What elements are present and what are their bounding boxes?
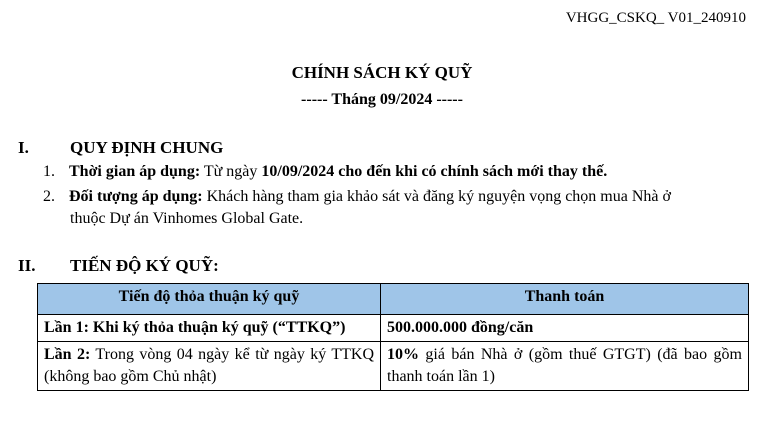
cell-bold-text: 10%: [387, 346, 419, 363]
section-1-title: QUY ĐỊNH CHUNG: [70, 138, 224, 157]
table-cell-payment: [381, 315, 749, 342]
item-number: 1.: [43, 163, 55, 180]
table-row: [38, 315, 749, 342]
section-2-title: TIẾN ĐỘ KÝ QUỸ:: [70, 256, 219, 275]
cell-text: Trong vòng 04 ngày kể từ ngày ký TTKQ (không bao gồm Chủ nhật): [44, 346, 374, 385]
document-code: VHGG_CSKQ_ V01_240910: [565, 10, 746, 26]
item-number: 2.: [43, 188, 55, 205]
escrow-schedule-table: [37, 283, 749, 391]
cell-text: giá bán Nhà ở (gồm thuế GTGT) (đã bao gồm thanh toán lần 1): [387, 346, 742, 385]
table-header-row: [38, 284, 749, 315]
section-1-item-2-continuation: thuộc Dự án Vinhomes Global Gate.: [70, 210, 304, 227]
cell-bold-text: Lần 1: Khi ký thỏa thuận ký quỹ (“TTKQ”): [44, 319, 346, 336]
cell-bold-text: 500.000.000 đồng/căn: [387, 319, 534, 336]
item-bold-text: 10/09/2024 cho đến khi có chính sách mới thay thế.: [261, 163, 608, 180]
table-cell-progress: [38, 342, 381, 391]
table-cell-payment: [381, 342, 749, 391]
table-header-payment: Thanh toán: [381, 284, 749, 315]
item-label: Đối tượng áp dụng:: [69, 188, 203, 205]
section-2-number: II.: [18, 256, 36, 275]
document-title: CHÍNH SÁCH KÝ QUỸ: [291, 63, 473, 82]
cell-bold-text: Lần 2:: [44, 346, 91, 363]
section-1-item-1: [43, 161, 607, 183]
table-cell-progress: [38, 315, 381, 342]
item-text: Khách hàng tham gia khảo sát và đăng ký nguyện vọng chọn mua Nhà ở: [202, 188, 671, 205]
table-row: [38, 342, 749, 391]
item-label: Thời gian áp dụng:: [69, 163, 201, 180]
section-1-item-2: [43, 186, 671, 208]
document-subtitle: ----- Tháng 09/2024 -----: [301, 91, 463, 108]
table-header-progress: Tiến độ thỏa thuận ký quỹ: [38, 284, 381, 315]
item-text: Từ ngày: [200, 163, 262, 180]
section-1-number: I.: [18, 138, 29, 157]
